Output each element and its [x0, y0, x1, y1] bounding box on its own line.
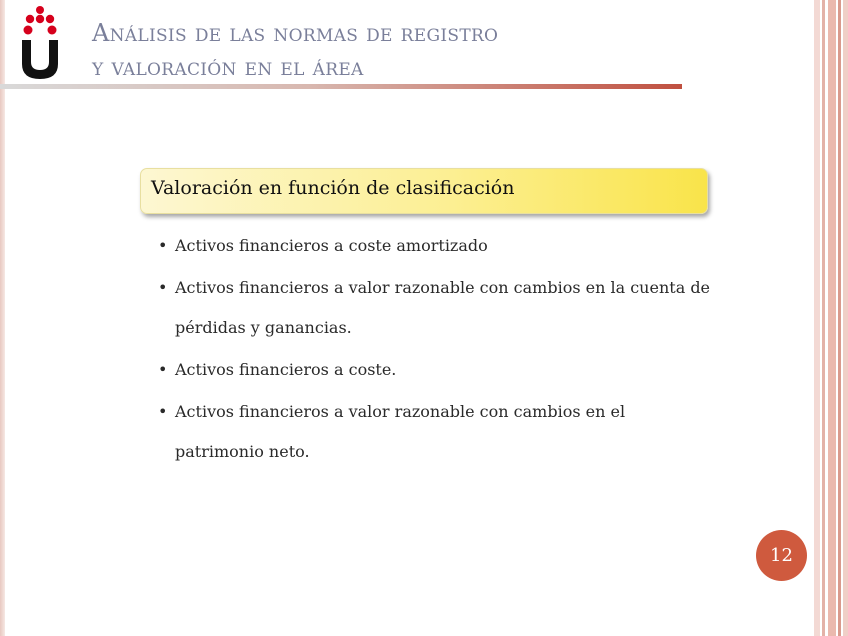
slide-title: [92, 16, 652, 84]
bullet-marker: •: [158, 360, 168, 379]
left-border-stripe: [0, 0, 5, 636]
bullet-text: Activos financieros a coste.: [175, 360, 397, 379]
bullet-item: [158, 392, 718, 472]
bullet-marker: •: [158, 402, 168, 421]
bullet-text: Activos financieros a valor razonable con cambios en el patrimonio neto.: [175, 402, 626, 461]
bullet-item: [158, 226, 718, 266]
bullet-item: [158, 350, 718, 390]
slide-title-line-1: Análisis de las normas de registro: [92, 19, 499, 47]
slide-title-line-2: y valoración en el área: [92, 53, 364, 81]
section-banner: [140, 168, 708, 214]
bullet-marker: •: [158, 278, 168, 297]
page-number-badge: [756, 530, 807, 581]
section-banner-label: Valoración en función de clasificación: [151, 177, 515, 199]
bullet-marker: •: [158, 236, 168, 255]
title-divider: [0, 84, 682, 89]
bullet-text: Activos financieros a coste amortizado: [175, 236, 488, 255]
right-border-stripes: [814, 0, 848, 636]
page-number: 12: [770, 545, 793, 566]
bullet-list: [158, 226, 718, 474]
bullet-text: Activos financieros a valor razonable con cambios en la cuenta de pérdidas y ganancias.: [175, 278, 711, 337]
bullet-item: [158, 268, 718, 348]
university-logo-icon: [14, 4, 66, 84]
